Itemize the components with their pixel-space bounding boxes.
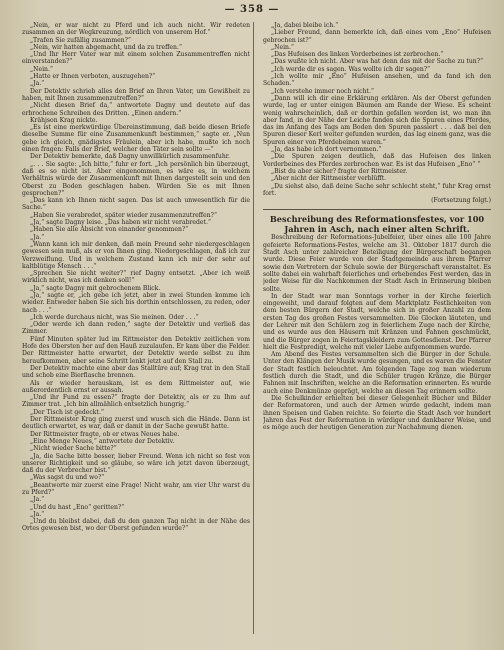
article-body xyxy=(263,234,491,431)
paragraph: „Ja.“ xyxy=(30,510,45,518)
paragraph: „Das Hufeisen des linken Vorderbeines ist zerbrochen.“ xyxy=(271,51,444,59)
paragraph: „Eine Menge Neues,“ antwortete der Detektiv. xyxy=(30,437,175,445)
paragraph: „Ich wollte mir „Eno“ Hufeisen ansehen, und da fand ich den Schaden.“ xyxy=(263,73,491,88)
paragraph: „. . . Sie sagte: „Ich bitte,“ fuhr er fort. „Ich persönlich bin überzeugt, daß es so nicht ist. Aber eingenommen, es wäre es, in welchem Verhältnis würde der Zusammenkunft mit Ihnen dargestellt sein und den Oberst zu Boden geschlagen haben. Würden Sie es mit Ihnen gesprochen?“ xyxy=(22,160,250,197)
paragraph: „Was sagst du und wo?“ xyxy=(30,474,105,482)
article-paragraph: In der Stadt war man Sonntags vorher in der Kirche feierlich eingeweiht, und darauf folgten auf dem Marktplatz Festlichkeiten von dem besten Bürgern der Stadt, welche sich in großer Anzahl zu dem ersten Tag des großen Festes versammelten. Die Glocken läuteten, und der Lehrer mit den Schülern zog in feierlichem Zuge nach der Kirche, und es wurde aus den Häusern mit Kränzen und Fahnen geschmückt, und die Bürger zogen in Feiertagskleidern zum Gottesdienst. Der Pfarrer hielt die Festpredigt, welche mit vieler Liebe aufgenommen wurde. xyxy=(263,292,491,351)
paragraph: „Ja.“ xyxy=(30,233,45,241)
paragraph: Fünf Minuten später lud im Rittmeister den Detektiv zeitlichen vom Hofe des Obersten her auf den Hauß zuzulaufen. Er kam über die Felder. Der Rittmeister hatte erwartet, der Detektiv werde selbst zu ihm heraufkommen, aber seine Schritt lenkt jetzt auf den Stall zu. xyxy=(22,335,250,365)
paragraph: „Das kann ich Ihnen nicht sagen. Das ist auch unwesentlich für die Sache.“ xyxy=(22,197,250,212)
paragraph: „Der Tisch ist gedeckt.“ xyxy=(30,408,104,416)
section-rule xyxy=(263,209,491,210)
paragraph: Der Rittmeister fragte, ob er etwas Neues habe. xyxy=(30,430,180,438)
paragraph: „Nein, wir hatten abgemacht, und da zu treffen.“ xyxy=(30,43,183,51)
paragraph: Der Detektiv bemerkte, daß Dagny unwillkürlich zusammenfuhr. xyxy=(30,153,230,161)
paragraph: „Nein.“ xyxy=(271,43,295,51)
paragraph: Der Detektiv schrieb alles den Brief an Ihren Vater, um Gewißheit zu haben, mit Ihnen zusammenzutreffen?“ xyxy=(22,87,250,102)
paragraph: „Ja, das habe ich dort vernommen.“ xyxy=(271,146,382,154)
paragraph: „Und du hast „Eno“ geritten?“ xyxy=(30,503,125,511)
paragraph: „Du siehst also, daß deine Sache sehr schlecht steht,“ fuhr Krag ernst fort. xyxy=(263,182,491,197)
paragraph: „Lieber Freund, dann bemerkte ich, daß eines vom „Eno“ Hufeisen gebrochen ist?“ xyxy=(263,29,491,44)
story-continuation xyxy=(263,22,491,197)
paragraph: „Ja.“ xyxy=(30,496,45,504)
paragraph: „Ja.“ xyxy=(30,80,45,88)
paragraph: „Beantworte mir zuerst eine Frage! Nicht wahr, am vier Uhr warst du zu Pferd?“ xyxy=(22,481,250,496)
paragraph: „Nicht wieder Sache bitte?“ xyxy=(30,445,117,453)
paragraph: „Ja, dabei bleibe ich.“ xyxy=(271,22,339,29)
paragraph: „Die Spuren zeigen deutlich, daß das Hufeisen des linken Vorderbeines des Pferdes zerbrochen war. Es ist das Hufeisen „Eno“ “ xyxy=(263,153,491,168)
paragraph: „Dann will ich dir eine Erklärung erklären. Als der Oberst gefunden wurde, lag er unter einigen Bäumen am Rande der Wiese. Es scheint wenig wahrscheinlich, daß er dorthin gefallen worden ist, wo man ihn aber fand, in der Nähe der Leiche fanden sich die Spuren eines Pferdes, das im Anfang des Tags am Boden den Spuren passiert . . . daß bei den Spuren dieser Kerl weiter gefunden wurden, das lag einem ganz, was die Spuren einer von Pferdebeinen waren.“ xyxy=(263,94,491,146)
right-column xyxy=(263,22,491,640)
article-title: Beschreibung des Reformationsfestes, vor 100 Jahren in Asch, nach einer alten Schrift. xyxy=(269,214,485,234)
paragraph: „Hatte er Ihnen verboten, auszugehen?“ xyxy=(30,73,156,81)
paragraph: Der Rittmeister Krag ging zuerst und wusch sich die Hände. Dann ist deutlich erwartet, es war, daß er damit in der Sache gewußt hatte. xyxy=(22,416,250,431)
paragraph: „Ja,“ sagte er, „ich gebe ich jetzt, aber in zwei Stunden komme ich wieder. Entweder haben Sie sich bis dorthin entschlossen, zu reden, oder nach . . .“ xyxy=(22,291,250,314)
paragraph: „Und ihr Fund zu essen?“ fragte der Detektiv, als er zu Ihm auf Zimmer trat. „Ich bin allmählich entsetzlich hungrig.“ xyxy=(22,394,250,409)
article-paragraph: Beschreibung der Reformations-Jubelfeier, über eines alle 100 Jahre gefeierte Reformations-Festes, welche am 31. Oktober 1817 durch die Stadt Asch unter zahlreicher Beteiligung der Bürgerschaft begangen wurde. Diese Feier wurde von der Stadtgemeinde aus ihrem Pfarrer sowie den Vertretern der Schule sowie der Bürgerschaft veranstaltet. Es sollte dabei ein wahrhaft feierliches und erhebendes Fest werden, das in jeder Weise für die Nachkommen der Stadt Asch in Erinnerung bleiben sollte. xyxy=(263,234,491,293)
paragraph: Krähjson Krag nickte. xyxy=(30,116,98,124)
paragraph: „Sprechen Sie nicht weiter?“ rief Dagny entsetzt. „Aber ich weiß wirklich nicht, was ich denken soll!“ xyxy=(22,270,250,285)
paragraph: „Haben Sie alle Absicht von einander genommen?“ xyxy=(30,226,189,234)
paragraph: „Nicht diesen Brief da,“ antwortete Dagny und deutete auf das erbrochene Schreiben des Dritten. „Einen andern.“ xyxy=(22,102,250,117)
paragraph: „Nein.“ xyxy=(30,65,54,73)
paragraph: „Und Ihr Herr Vater war mit einem solchen Zusammentreffen nicht einverstanden?“ xyxy=(22,51,250,66)
paragraph: „Es ist eine merkwürdige Übereinstimmung, daß beide diesen Briefe dieselbe Summe für eine Zusammenkunft bestimmen,“ sagte er. „Nun gebe ich gleich, gnädigstes Fräulein, aber ich habe, mußte ich noch einen fragen: Falls der Brief, welcher den Täter sein sollte —“ xyxy=(22,124,250,154)
paragraph: „Ich werde durchaus nicht, was Sie meinen. Oder . . .“ xyxy=(30,313,199,321)
paragraph: „Ja, die Sache bitte besser, lieber Freund. Wenn ich nicht so fest von unserer Richtigkeit und so gläube, so wäre ich jetzt davon überzeugt, daß du der Verbrecher bist.“ xyxy=(22,452,250,475)
paragraph: „Das wußte ich nicht. Aber was hat denn das mit der Sache zu tun?“ xyxy=(271,58,484,66)
paragraph: „Und du bleibst dabei, daß du den ganzen Tag nicht in der Nähe des Ortes gewesen bist, wo der Oberst gefunden wurde?“ xyxy=(22,518,250,533)
paragraph: „Ja,“ sagte Dagny mit gebrochenem Blick. xyxy=(30,284,161,292)
paragraph: „Wann kann ich mir denken, daß mein Freund sehr niedergeschlagen gewesen sein muß, als er von Ihnen ging. Niedergeschlagen, daß ich zur Verzweiflung. Und in welchem Zustand kann ich mir der sehr auf kaltblütige Mensch . . .“ xyxy=(22,240,250,270)
paragraph: Als er wieder herauskam, ist es dem Rittmeister auf, wie außerordentlich ernst er aussah. xyxy=(22,379,250,394)
paragraph: „Aber nicht der Rittmeister verblüfft. xyxy=(271,175,387,183)
paragraph: „Haben Sie verabredet, später wieder zusammenzutreffen?“ xyxy=(30,211,218,219)
paragraph: „Ja,“ sagte Dagny leise. „Das haben wir nicht verabredet.“ xyxy=(30,219,212,227)
column-divider xyxy=(253,22,254,634)
left-column xyxy=(22,22,250,640)
paragraph: „Bist du aber sicher? fragte der Rittmeister. xyxy=(271,167,408,175)
paragraph: „Ich werde dir es sagen. Was wollte ich dir sagen?“ xyxy=(271,65,431,73)
paragraph: „Nein, er war nicht zu Pferd und ich auch nicht. Wir redeten zusammen an der Wegkreuzung, nördlich von unserem Hof.“ xyxy=(22,22,250,37)
article-paragraph: Am Abend des Festes versammelten sich die Bürger in der Schule. Unter den Klängen der Musik wurde gesungen, und es waren die Fenster der Stadt festlich beleuchtet. Am folgenden Tage zog man wiederum festlich durch die Stadt, und die Schüler trugen Kränze, die Bürger Fahnen mit Inschriften, welche an die Reformation erinnerten. Es wurde auch eine Denkmünze geprägt, welche an diesen Tag erinnern sollte. xyxy=(263,351,491,395)
continuation-note: (Fortsetzung folgt.) xyxy=(431,197,491,205)
paragraph: „Trafen Sie zufällig zusammen?“ xyxy=(30,36,132,44)
page-number: — 358 — xyxy=(224,4,280,15)
article-paragraph: Die Schulkinder erhielten bei dieser Gelegenheit Bücher und Bilder der Reformatoren, und auch der Armen wurde gedacht, indem man ihnen Speisen und Gaben reichte. So feierte die Stadt Asch vor hundert Jahren das Fest der Reformation in würdiger und dankbarer Weise, und es möge auch der heutigen Generation zur Nachahmung dienen. xyxy=(263,394,491,432)
paragraph: „Oder werde ich dann reden,“ sagte der Detektiv und verließ das Zimmer. xyxy=(22,321,250,336)
paragraph: „Ich verstehe immer noch nicht.“ xyxy=(271,87,374,95)
paragraph: Der Detektiv machte eine aber das Stalltüre auf; Krag trat in den Stall und schob eine Bierflasche brennen. xyxy=(22,364,250,380)
